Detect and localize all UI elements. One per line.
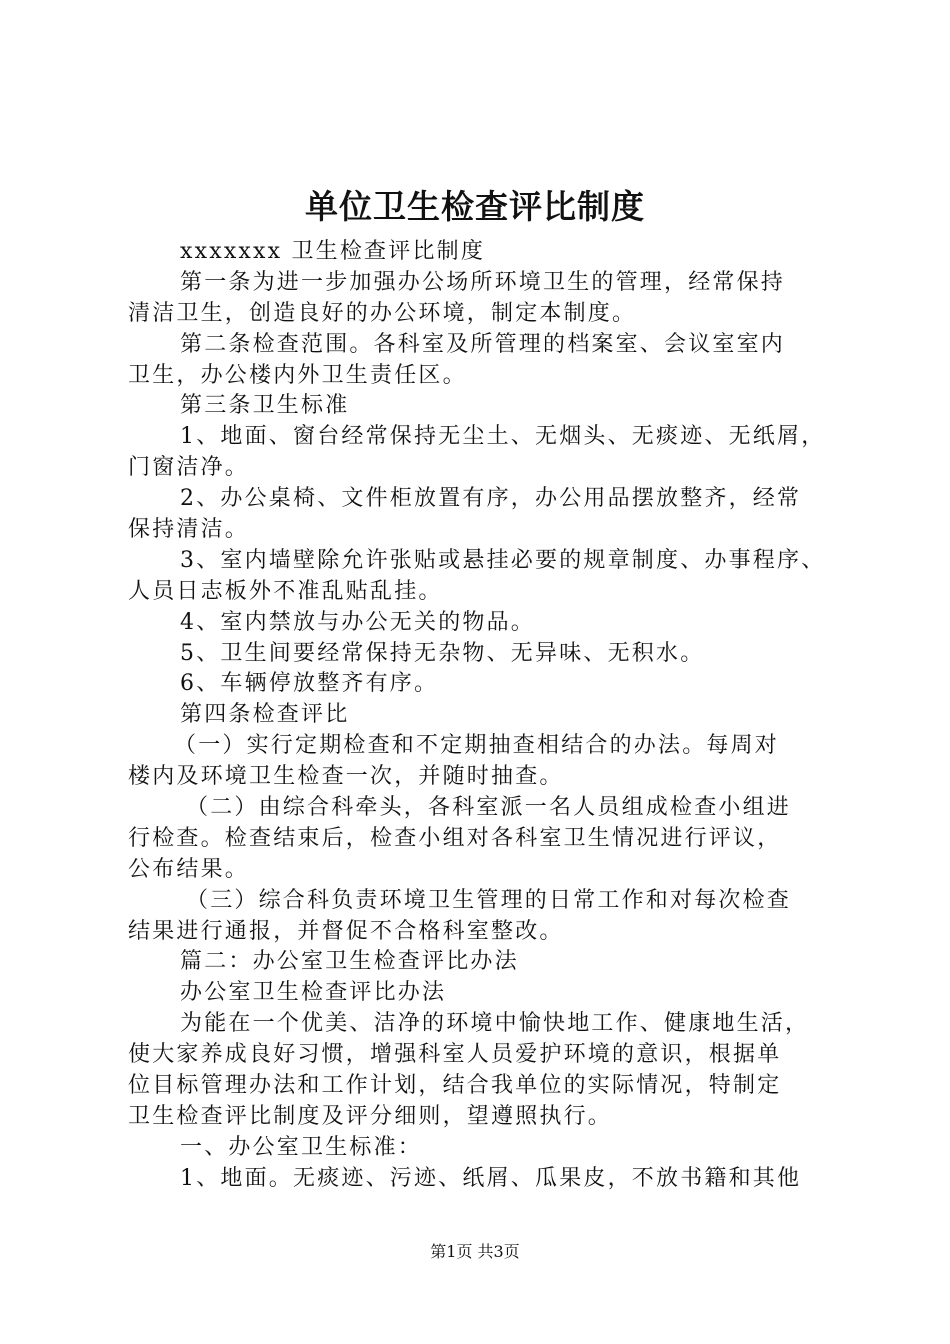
- body-line: 清洁卫生，创造良好的办公环境，制定本制度。: [128, 300, 637, 326]
- body-line: 6、车辆停放整齐有序。: [180, 671, 439, 697]
- body-line: xxxxxxx 卫生检查评比制度: [180, 239, 486, 264]
- body-line: 保持清洁。: [128, 517, 250, 543]
- body-line: 卫生检查评比制度及评分细则，望遵照执行。: [128, 1103, 613, 1129]
- body-line: 卫生，办公楼内外卫生责任区。: [128, 362, 467, 388]
- document-body: [128, 237, 838, 1195]
- body-line: 5、卫生间要经常保持无杂物、无异味、无积水。: [180, 640, 705, 666]
- body-line: （一）实行定期检查和不定期抽查相结合的办法。每周对: [174, 733, 780, 759]
- body-line: 第三条卫生标准: [180, 393, 350, 419]
- body-line: （三）综合科负责环境卫生管理的日常工作和对每次检查: [186, 887, 792, 913]
- body-line: 4、室内禁放与办公无关的物品。: [180, 609, 535, 635]
- body-line: 办公室卫生检查评比办法: [180, 980, 447, 1006]
- body-line: 一、办公室卫生标准：: [180, 1134, 423, 1160]
- body-line: 行检查。检查结束后，检查小组对各科室卫生情况进行评议，: [128, 825, 782, 851]
- body-line: 篇二：办公室卫生检查评比办法: [180, 949, 519, 975]
- body-line: 为能在一个优美、洁净的环境中愉快地工作、健康地生活，: [180, 1011, 810, 1037]
- body-line: 3、室内墙壁除允许张贴或悬挂必要的规章制度、办事程序、: [180, 547, 826, 573]
- body-line: 人员日志板外不准乱贴乱挂。: [128, 578, 443, 604]
- body-line: 结果进行通报，并督促不合格科室整改。: [128, 918, 564, 944]
- body-line: 公布结果。: [128, 856, 250, 882]
- document-title: 单位卫生检查评比制度: [305, 187, 645, 226]
- body-line: 楼内及环境卫生检查一次，并随时抽查。: [128, 764, 564, 790]
- body-line: 2、办公桌椅、文件柜放置有序，办公用品摆放整齐，经常: [180, 486, 802, 512]
- body-line: 1、地面。无痰迹、污迹、纸屑、瓜果皮，不放书籍和其他: [180, 1165, 802, 1191]
- body-line: 第二条检查范围。各科室及所管理的档案室、会议室室内: [180, 331, 786, 357]
- body-line: 1、地面、窗台经常保持无尘土、无烟头、无痰迹、无纸屑，: [180, 424, 826, 450]
- body-line: 位目标管理办法和工作计划，结合我单位的实际情况，特制定: [128, 1073, 782, 1099]
- body-line: 第一条为进一步加强办公场所环境卫生的管理，经常保持: [180, 269, 786, 295]
- body-line: （二）由综合科牵头，各科室派一名人员组成检查小组进: [186, 795, 792, 821]
- body-line: 第四条检查评比: [180, 702, 350, 728]
- body-line: 使大家养成良好习惯，增强科室人员爱护环境的意识，根据单: [128, 1042, 782, 1068]
- page-footer: 第1页 共3页: [430, 1242, 520, 1261]
- body-line: 门窗洁净。: [128, 455, 250, 481]
